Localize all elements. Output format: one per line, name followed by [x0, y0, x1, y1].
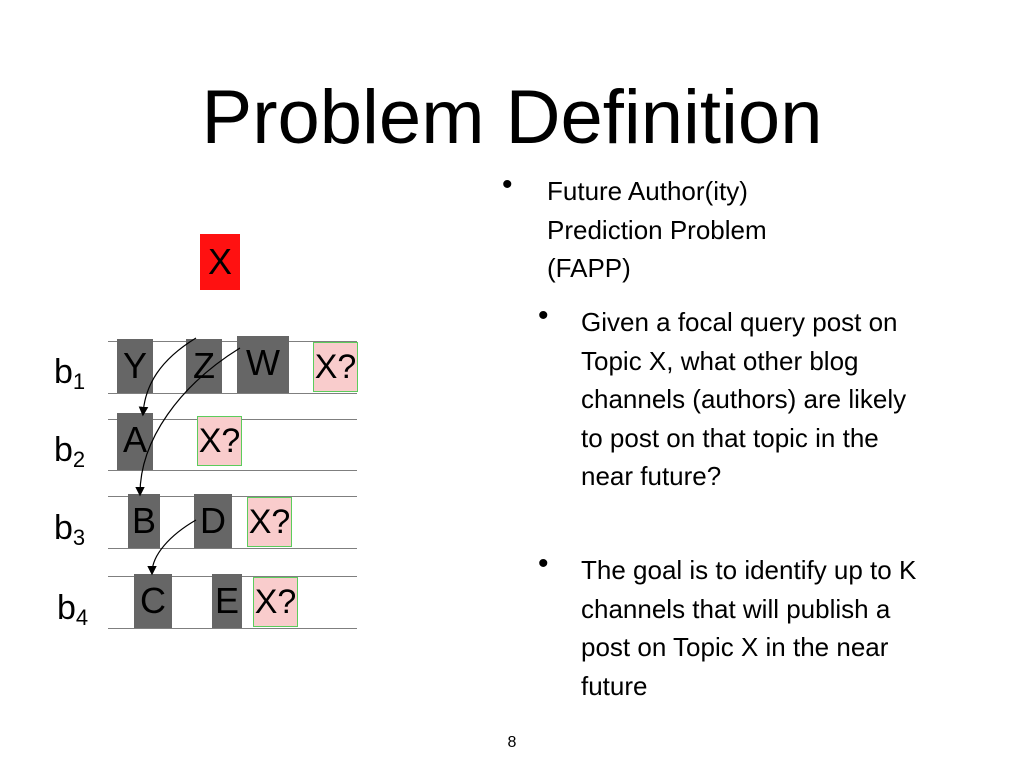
query-box-b4: X? — [253, 577, 298, 627]
node-d: D — [194, 494, 232, 548]
arrow-z-to-a — [143, 338, 196, 414]
bullet-dot: • — [502, 168, 513, 201]
node-b: B — [128, 494, 160, 548]
node-w: W — [237, 336, 289, 393]
node-e: E — [212, 574, 242, 628]
node-c: C — [134, 574, 172, 628]
focal-topic-box: X — [200, 234, 240, 290]
bullet-sub-1: Given a focal query post on Topic X, what other blog channels (authors) are likely to post on that topic in the near future? — [581, 307, 907, 491]
query-box-b2: X? — [197, 416, 242, 466]
row-label-b4: $b_4$ — [57, 589, 89, 630]
slide-title: Problem Definition — [201, 75, 823, 160]
query-box-b1: X? — [313, 342, 358, 392]
page-number: 8 — [507, 734, 517, 751]
bullet-dot: • — [538, 299, 549, 332]
node-a: A — [117, 413, 153, 470]
node-y: Y — [117, 339, 153, 393]
query-box-b3: X? — [247, 497, 292, 547]
node-z: Z — [186, 339, 222, 393]
bullet-dot: • — [538, 547, 549, 580]
row-label-b1: $b_1$ — [54, 353, 86, 394]
arrow-w-to-b — [140, 348, 240, 494]
bullet-main: Future Author(ity) Prediction Problem (FAPP) — [547, 176, 767, 283]
row-label-b2: $b_2$ — [54, 431, 86, 472]
arrow-d-to-c — [152, 520, 196, 573]
bullet-sub-2: The goal is to identify up to K channels that will publish a post on Topic X in the near future — [581, 555, 917, 701]
row-label-b3: $b_3$ — [54, 509, 86, 550]
